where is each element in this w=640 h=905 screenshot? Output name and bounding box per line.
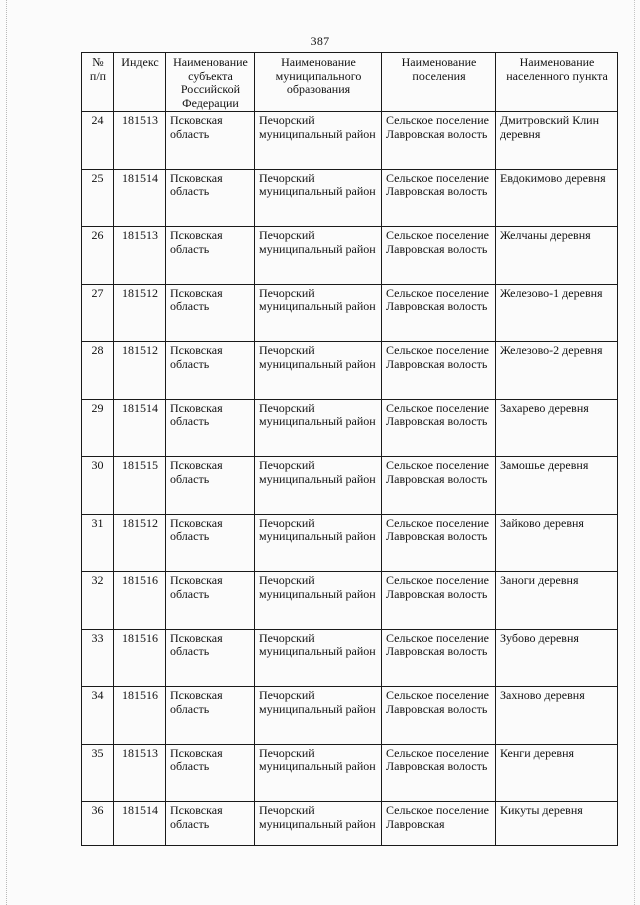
cell-locality: Железово-2 деревня: [496, 342, 618, 400]
cell-locality: Захарево деревня: [496, 399, 618, 457]
table-row: [82, 802, 618, 846]
cell-index: 181512: [114, 342, 166, 400]
cell-municipal: Печорский муниципальный район: [255, 744, 382, 802]
cell-index: 181513: [114, 227, 166, 285]
cell-subject: Псковская область: [166, 744, 255, 802]
table-row: [82, 514, 618, 572]
table-row: [82, 744, 618, 802]
cell-num: 27: [82, 284, 114, 342]
cell-settlement: Сельское поселение Лавровская волость: [382, 457, 496, 515]
cell-index: 181513: [114, 112, 166, 170]
cell-locality: Заноги деревня: [496, 572, 618, 630]
cell-index: 181514: [114, 399, 166, 457]
page-number: 387: [310, 34, 330, 48]
cell-subject: Псковская область: [166, 514, 255, 572]
cell-num: 25: [82, 169, 114, 227]
cell-locality: Дмитровский Клин деревня: [496, 112, 618, 170]
cell-locality: Кенги деревня: [496, 744, 618, 802]
cell-locality: Железово-1 деревня: [496, 284, 618, 342]
table-body: [82, 112, 618, 846]
cell-subject: Псковская область: [166, 802, 255, 846]
cell-settlement: Сельское поселение Лавровская волость: [382, 687, 496, 745]
cell-settlement: Сельское поселение Лавровская волость: [382, 342, 496, 400]
cell-index: 181516: [114, 572, 166, 630]
cell-index: 181512: [114, 284, 166, 342]
cell-locality: Захново деревня: [496, 687, 618, 745]
table-row: [82, 169, 618, 227]
cell-settlement: Сельское поселение Лавровская: [382, 802, 496, 846]
cell-index: 181516: [114, 687, 166, 745]
cell-municipal: Печорский муниципальный район: [255, 112, 382, 170]
cell-num: 28: [82, 342, 114, 400]
cell-num: 34: [82, 687, 114, 745]
cell-settlement: Сельское поселение Лавровская волость: [382, 284, 496, 342]
cell-subject: Псковская область: [166, 227, 255, 285]
cell-locality: Евдокимово деревня: [496, 169, 618, 227]
cell-index: 181514: [114, 802, 166, 846]
cell-index: 181512: [114, 514, 166, 572]
table-row: [82, 284, 618, 342]
cell-settlement: Сельское поселение Лавровская волость: [382, 744, 496, 802]
cell-index: 181514: [114, 169, 166, 227]
table-header-row: [82, 53, 618, 112]
cell-num: 29: [82, 399, 114, 457]
cell-municipal: Печорский муниципальный район: [255, 629, 382, 687]
cell-locality: Замошье деревня: [496, 457, 618, 515]
cell-subject: Псковская область: [166, 629, 255, 687]
table-row: [82, 687, 618, 745]
header-locality: Наименование населенного пункта: [496, 53, 618, 112]
table-row: [82, 227, 618, 285]
cell-subject: Псковская область: [166, 687, 255, 745]
cell-num: 35: [82, 744, 114, 802]
cell-num: 33: [82, 629, 114, 687]
table-row: [82, 399, 618, 457]
cell-municipal: Печорский муниципальный район: [255, 169, 382, 227]
cell-locality: Зайково деревня: [496, 514, 618, 572]
cell-index: 181515: [114, 457, 166, 515]
header-settlement: Наименование поселения: [382, 53, 496, 112]
cell-locality: Кикуты деревня: [496, 802, 618, 846]
cell-settlement: Сельское поселение Лавровская волость: [382, 572, 496, 630]
header-subject: Наименование субъекта Российской Федерации: [166, 53, 255, 112]
cell-settlement: Сельское поселение Лавровская волость: [382, 227, 496, 285]
cell-municipal: Печорский муниципальный район: [255, 284, 382, 342]
cell-num: 26: [82, 227, 114, 285]
header-municipal: Наименование муниципального образования: [255, 53, 382, 112]
cell-subject: Псковская область: [166, 169, 255, 227]
header-num: № п/п: [82, 53, 114, 112]
cell-index: 181513: [114, 744, 166, 802]
cell-locality: Желчаны деревня: [496, 227, 618, 285]
table-row: [82, 457, 618, 515]
table-row: [82, 342, 618, 400]
scan-edge-left: [6, 0, 8, 905]
cell-municipal: Печорский муниципальный район: [255, 687, 382, 745]
table-row: [82, 629, 618, 687]
scan-edge-right: [634, 0, 636, 905]
cell-subject: Псковская область: [166, 342, 255, 400]
cell-settlement: Сельское поселение Лавровская волость: [382, 399, 496, 457]
cell-municipal: Печорский муниципальный район: [255, 399, 382, 457]
cell-index: 181516: [114, 629, 166, 687]
cell-subject: Псковская область: [166, 457, 255, 515]
cell-settlement: Сельское поселение Лавровская волость: [382, 629, 496, 687]
header-index: Индекс: [114, 53, 166, 112]
cell-settlement: Сельское поселение Лавровская волость: [382, 169, 496, 227]
cell-subject: Псковская область: [166, 284, 255, 342]
cell-municipal: Печорский муниципальный район: [255, 572, 382, 630]
cell-settlement: Сельское поселение Лавровская волость: [382, 514, 496, 572]
cell-settlement: Сельское поселение Лавровская волость: [382, 112, 496, 170]
cell-municipal: Печорский муниципальный район: [255, 227, 382, 285]
table-row: [82, 112, 618, 170]
cell-subject: Псковская область: [166, 112, 255, 170]
cell-num: 30: [82, 457, 114, 515]
cell-municipal: Печорский муниципальный район: [255, 342, 382, 400]
cell-municipal: Печорский муниципальный район: [255, 802, 382, 846]
cell-num: 31: [82, 514, 114, 572]
cell-municipal: Печорский муниципальный район: [255, 457, 382, 515]
cell-num: 32: [82, 572, 114, 630]
table-row: [82, 572, 618, 630]
cell-num: 24: [82, 112, 114, 170]
cell-locality: Зубово деревня: [496, 629, 618, 687]
cell-subject: Псковская область: [166, 399, 255, 457]
cell-subject: Псковская область: [166, 572, 255, 630]
settlements-table: [81, 52, 618, 846]
cell-num: 36: [82, 802, 114, 846]
cell-municipal: Печорский муниципальный район: [255, 514, 382, 572]
